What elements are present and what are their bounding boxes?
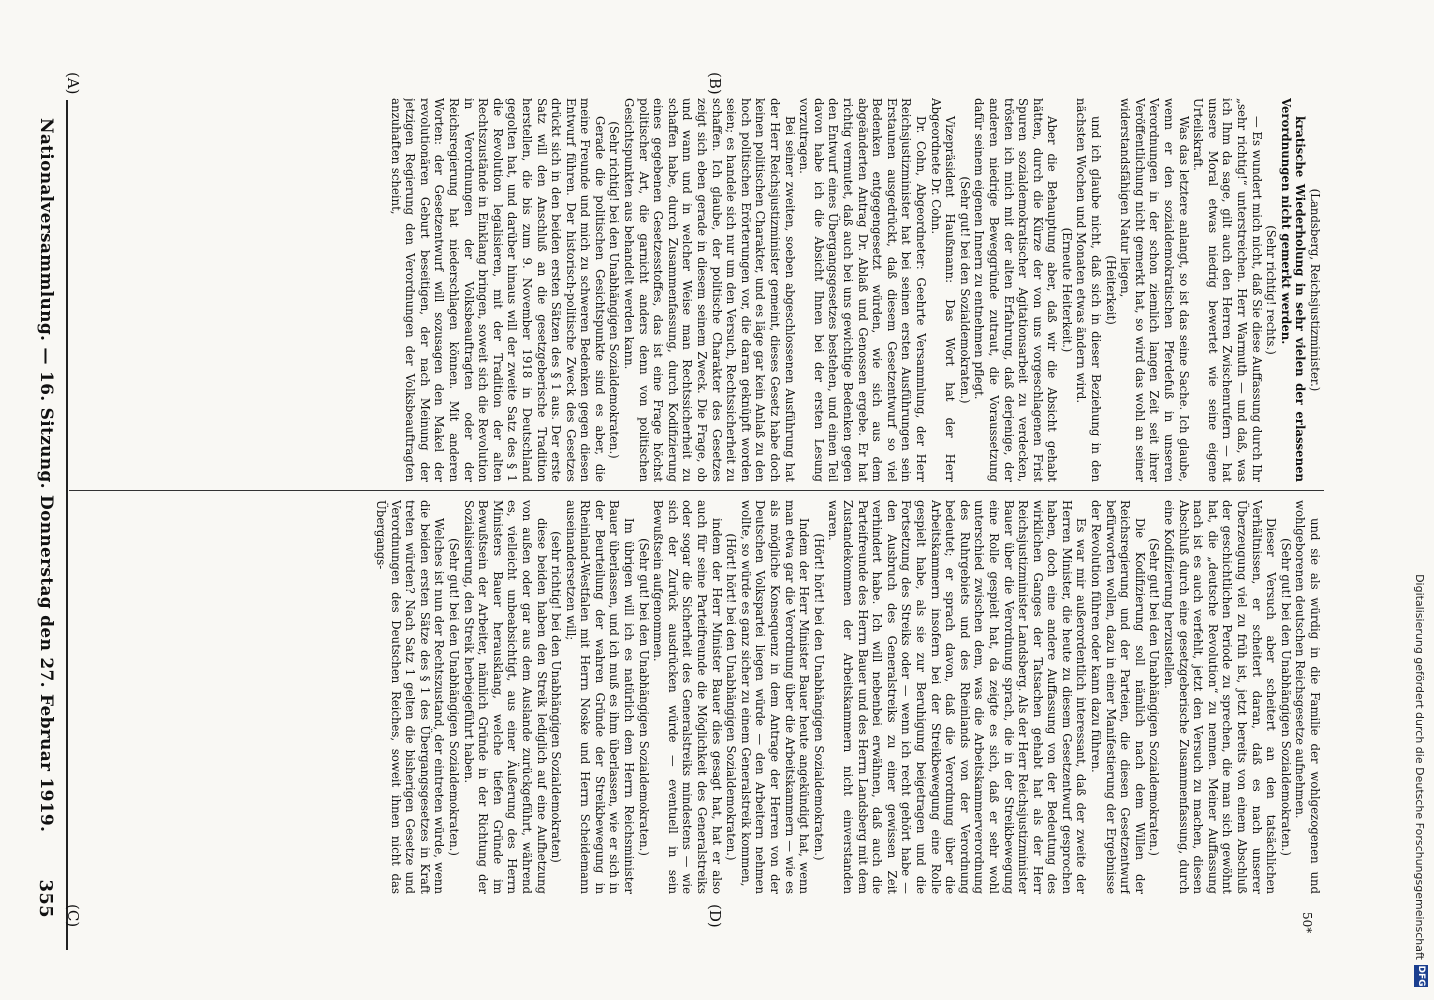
footer [1404, 0, 1434, 1000]
paragraph: Vizepräsident Haußmann: Das Wort hat der Herr Abgeordnete Dr. Cohn. [928, 98, 958, 482]
interjection: (Sehr richtig! rechts.) [1264, 225, 1279, 355]
paragraph: Dieser Versuch aber scheitert an den tatsächlichen Verhältnissen, er scheitert daran, daß es nach unserer Überzeugung viel zu früh ist, jetzt bereits von einem Abschluß der geschichtlichen Periode zu sprechen, die man sich gewöhnt hat, die „deutsche Revolution“ zu nennen. Meiner Auffassung nach ist es auch verfehlt, jetzt den Versuch zu machen, diesen Abschluß durch eine gesetzgeberische Zusammenfassung, durch eine Kodifizierung herzustellen. [1162, 500, 1279, 894]
margin-mark-b: (B) [706, 72, 724, 95]
paragraph: Welches ist nun der Rechtszustand, der eintreten würde, wenn die beiden ersten Sätze des § 1 des Übergangsgesetzes in Kraft treten würden? Nach Satz 1 gelten die bisherigen Gesetze und Verordnungen des Deutschen Reiches, soweit ihnen nicht das Übergangs- [374, 500, 447, 894]
header-title: Nationalversammlung. — 16. Sitzung. Donnerstag den 27. Februar 1919. [36, 118, 56, 833]
signature-mark: 50* [1300, 912, 1314, 934]
paragraph: diese beiden haben den Streik lediglich auf eine Aufhetzung von außen oder gar aus dem Auslande zurückgeführt, während es, vielleicht unbeabsichtigt, aus einer Äußerung des Herrn Ministers Bauer herausklang, welche tiefen Gründe im Bewußtsein der Arbeiter, nämlich Gründe in der Richtung der Sozialisierung, den Streik herbeigeführt haben. [461, 500, 549, 894]
paragraph: Bei seiner zweiten, soeben abgeschlossenen Ausführung hat der Herr Reichsjustizminister gemeint, dieses Gesetz habe doch keinen politischen Charakter, und es läge gar kein Anlaß zu den hoch politischen Erörterungen vor, die daran geknüpft worden seien; es handele sich nur um den Versuch, Rechtssicherheit zu schaffen. Ich glaube, der politische Charakter des Gesetzes zeigt sich eben gerade in diesem seinem Zweck. Die Frage, ob und wann und in welcher Weise man Rechtssicherheit zu schaffen habe, durch Zusammenfassung, durch Kodifizierung eines gegebenen Gesetzesstoffes, das ist eine Frage höchst politischer Art, die garnicht anders denn von politischen Gesichtspunkten aus behandelt werden kann. [622, 98, 797, 482]
dfg-logo: DFG [1416, 965, 1426, 987]
interjection: (Sehr gut! bei den Sozialdemokraten.) [957, 176, 972, 404]
interjection: (Sehr gut! bei den Unabhängigen Sozialdemokraten.) [446, 538, 461, 856]
interjection: (sehr richtig! bei den Unabhängigen Sozialdemokraten) [549, 531, 564, 863]
paragraph: Gerade die politischen Gesichtspunkte sind es aber, die meine Freunde und mich zu schweren Bedenken gegen diesen Entwurf führen. Der historisch-politische Zweck des Gesetzes drückt sich in den beiden ersten Sätzen des § 1 aus. Der erste Satz will den Anschluß an die gesetzgeberische Tradition herstellen, die bis zum 9. November 1918 in Deutschland gegolten hat, und darüber hinaus will der zweite Satz des § 1 die Revolution legalisieren, mit der Tradition der alten Rechtszustände in Einklang bringen, soweit sich die Revolution in Verordnungen der Volksbeauftragten oder der Reichsregierung hat niederschlagen können. Mit anderen Worten: der Gesetzentwurf will sozusagen den Makel der revolutionären Geburt beseitigen, der nach Meinung der jetzigen Regierung den Verordnungen der Volksbeauftragten anzuhaften scheint, [388, 98, 607, 482]
interjection: (Sehr gut! bei den Unabhängigen Sozialdemokraten.) [1278, 538, 1293, 856]
interjection: (Erneute Heiterkeit.) [1059, 227, 1074, 353]
interjection: (Landsberg, Reichsjustizminister.) [1308, 188, 1322, 392]
right-column [72, 500, 1322, 894]
paragraph: Es war mir außerordentlich interessant, daß der zweite der Herren Minister, die heute zu diesem Gesetzentwurf gesprochen haben, doch eine andere Auffassung von der Bedeutung des wirklichen Ganges der Tatsachen gehabt hat als der Herr Reichsjustizminister Landsberg. Als der Herr Reichsjustizminister Bauer über die Verordnung sprach, die in der Streikbewegung eine Rolle gespielt hat, da zeigte es sich, daß er sehr wohl unterschied zwischen dem, was die Arbeitskammerverordnung des Ruhrgebiets und des Rheinlands von der Verordnung bedeutet; er sprach davon, daß die Verordnung über die Arbeitskammern insofern bei der Streikbewegung eine Rolle gespielt habe, als sie zur Beruhigung beigetragen und die Fortsetzung des Streiks oder — wenn ich recht gehört habe — den Ausbruch des Generalstreiks zu einer gewissen Zeit verhindert habe. Ich will nebenbei erwähnen, daß auch die Parteifreunde des Herrn Bauer und des Herrn Landsberg mit dem Zustandekommen der Arbeitskammern nicht einverstanden waren. [826, 500, 1089, 894]
page-number: 355 [35, 879, 57, 918]
paragraph: Die Kodifizierung soll nämlich nach dem Willen der Reichsregierung und der Parteien, die diesen Gesetzentwurf befürworten wollen, dazu in einer Manifestierung der Ergebnisse der Revolution führen oder kann dazu führen. [1089, 500, 1147, 894]
margin-mark-c: (C) [64, 904, 82, 928]
paragraph: — Es wundert mich nicht, daß Sie diese Auffassung durch Ihr „sehr richtig!“ unterstreichen. Herr Warmuth — und daß, was ich Ihm da sage, gilt auch den Herren Zwischenrufern — hat unsere Moral etwas niedrig bewertet wie seine eigene Urteilskraft. [1191, 98, 1264, 482]
digitization-credit: Digitalisierung gefördert durch die Deutsche Forschungsgemeinschaft [1413, 574, 1426, 960]
paragraph: und sie als würdig in die Familie der wohlgezogenen und wohlgeborenen deutschen Reichsgesetze aufnehmen. [1293, 500, 1322, 894]
interjection: (Sehr gut! bei den Unabhängigen Sozialdemokraten.) [1147, 538, 1162, 856]
paragraph: indem der Herr Minister Bauer dies gesagt hat, hat er also auch für seine Parteifreunde die Möglichkeit des Generalstreiks oder sogar die Sicherheit des Generalstreiks mindestens — wie sich der Zurück ausdrücken würde — eventuell in sein Bewußtsein aufgenommen. [651, 500, 724, 894]
paragraph: und ich glaube nicht, daß sich in dieser Beziehung in den nächsten Wochen und Monaten etwas ändern wird. [1074, 98, 1104, 482]
interjection: (Hört! hört! bei den Unabhängigen Sozialdemokraten.) [724, 533, 739, 861]
left-column [72, 98, 1322, 482]
paragraph: Aber die Behauptung aber, daß wir die Absicht gehabt hätten, durch die Kürze der von uns vorgeschlagenen Frist Spuren sozialdemokratischer Agitationsarbeit zu verdecken, trösten ich mich mit der alten Erfahrung, daß derjenige, der anderen niedrige Beweggründe zutraut, die Voraussetzung dafür seinem eigenen Innern zu entnehmen pflegt. [972, 98, 1060, 482]
interjection: (Heiterkeit) [1103, 255, 1118, 325]
interjection: (Sehr richtig! bei den Unabhängigen Sozialdemokraten.) [607, 121, 622, 459]
paragraph: Dr. Cohn, Abgeordneter: Geehrte Versammlung, der Herr Reichsjustizminister hat bei seinen ersten Ausführungen sein Erstaunen ausgedrückt, daß diesem Gesetzentwurf so viel Bedenken entgegengesetzt würden, wie sich aus dem abgeänderten Antrag Dr. Ablaß und Genossen ergebe. Er hat richtig vermutet, daß auch bei uns gewichtige Bedenken gegen den Entwurf eines Übergangsgesetzes bestehen, und einen Teil davon habe ich die Absicht Ihnen bei der ersten Lesung vorzutragen. [797, 98, 928, 482]
interjection: (Hört! hört! bei den Unabhängigen Sozialdemokraten.) [811, 533, 826, 861]
paragraph: Im übrigen will ich es natürlich dem Herrn Reichsminister Bauer überlassen, und ich muß es ihm überlassen, wie er sich in der Beurteilung der wahren Gründe der Streikbewegung in Rheinland-Westfalen mit Herrn Noske und Herrn Scheidemann auseinandersetzen will; [563, 500, 637, 894]
page-header [33, 118, 59, 918]
margin-mark-a: (A) [64, 72, 82, 95]
paragraph: Was das letztere anlangt, so ist das seine Sache. Ich glaube, wenn er den sozialdemokratischen Pferdefuß in unseren Verordnungen in der schon ziemlich langen Zeit seit ihrer Veröffentlichung nicht gemerkt hat, so wird das wohl an seiner widerstandsfähigen Natur liegen, [1118, 98, 1191, 482]
interjection: (Sehr gut! bei den Unabhängigen Sozialdemokraten.) [636, 538, 651, 856]
paragraph: Indem der Herr Minister Bauer heute angekündigt hat, wenn man etwa gar die Verordnung über die Arbeitskammern — wie es als mögliche Konsequenz in dem Antrage der Herren von der Deutschen Volkspartei liegen würde — den Arbeitern nehmen wollte, so würde es ganz sicher zu einem Generalstreik kommen, [738, 500, 812, 894]
paragraph: kratische Wiederholung in sehr vielen der erlassenen Verordnungen nicht gemerkt werden. [1278, 98, 1308, 482]
margin-mark-d: (D) [706, 904, 724, 928]
column-divider [69, 490, 1324, 491]
header-rule [66, 100, 68, 950]
